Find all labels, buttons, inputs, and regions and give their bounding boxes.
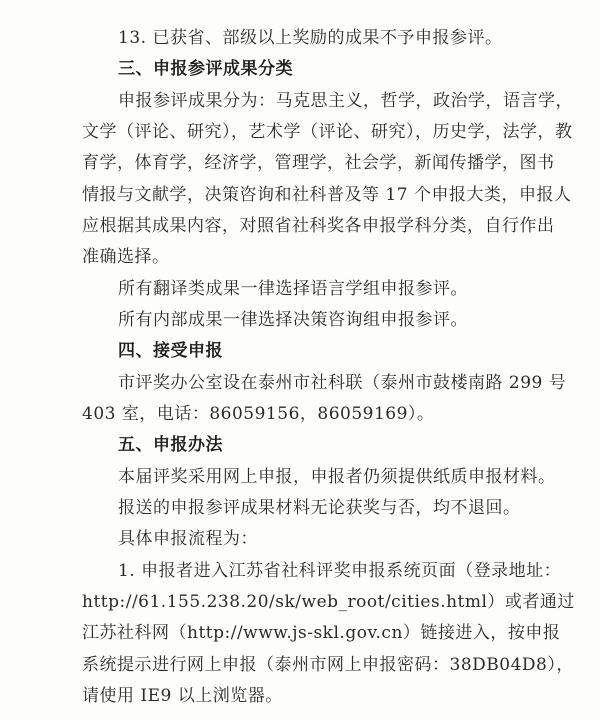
url-line: 江苏社科网（http://www.js-skl.gov.cn）链接进入，按申报 — [82, 623, 561, 644]
paragraph-line: 1. 申报者进入江苏省社科评奖申报系统页面（登录地址： — [118, 560, 562, 581]
paragraph-line: 育学，体育学，经济学，管理学，社会学，新闻传播学，图书 — [82, 153, 555, 174]
paragraph-line: 应根据其成果内容，对照省社科奖各申报学科分类，自行作出 — [82, 216, 555, 236]
section-heading-3: 三、申报参评成果分类 — [118, 59, 293, 80]
paragraph-line: 系统提示进行网上申报（泰州市网上申报密码：38DB04D8）， — [82, 654, 574, 675]
paragraph-line: 报送的申报参评成果材料无论获奖与否，均不退回。 — [118, 498, 521, 518]
section-heading-5: 五、申报办法 — [118, 435, 223, 456]
paragraph-line: 申报参评成果分为：马克思主义，哲学，政治学，语言学， — [118, 90, 573, 111]
section-heading-4: 四、接受申报 — [118, 341, 223, 362]
paragraph-line: 文学（评论、研究），艺术学（评论、研究），历史学，法学，教 — [82, 122, 573, 142]
list-item-13: 13. 已获省、部级以上奖励的成果不予申报参评。 — [118, 28, 503, 48]
paragraph-line: 具体申报流程为： — [118, 529, 258, 550]
paragraph-line: 所有翻译类成果一律选择语言学组申报参评。 — [118, 278, 468, 299]
paragraph-line: 所有内部成果一律选择决策咨询组申报参评。 — [118, 310, 468, 330]
paragraph-line: 本届评奖采用网上申报，申报者仍须提供纸质申报材料。 — [118, 466, 556, 487]
paragraph-line: 准确选择。 — [82, 247, 170, 268]
paragraph-line: 请使用 IE9 以上浏览器。 — [82, 686, 283, 706]
url-line: http://61.155.238.20/sk/web_root/cities.html）或者通过 — [82, 592, 575, 612]
paragraph-line: 403 室，电话：86059156，86059169）。 — [82, 404, 435, 424]
paragraph-line: 情报与文献学，决策咨询和社科普及等 17 个申报大类，申报人 — [82, 184, 572, 205]
paragraph-line: 市评奖办公室设在泰州市社科联（泰州市鼓楼南路 299 号 — [118, 372, 567, 393]
